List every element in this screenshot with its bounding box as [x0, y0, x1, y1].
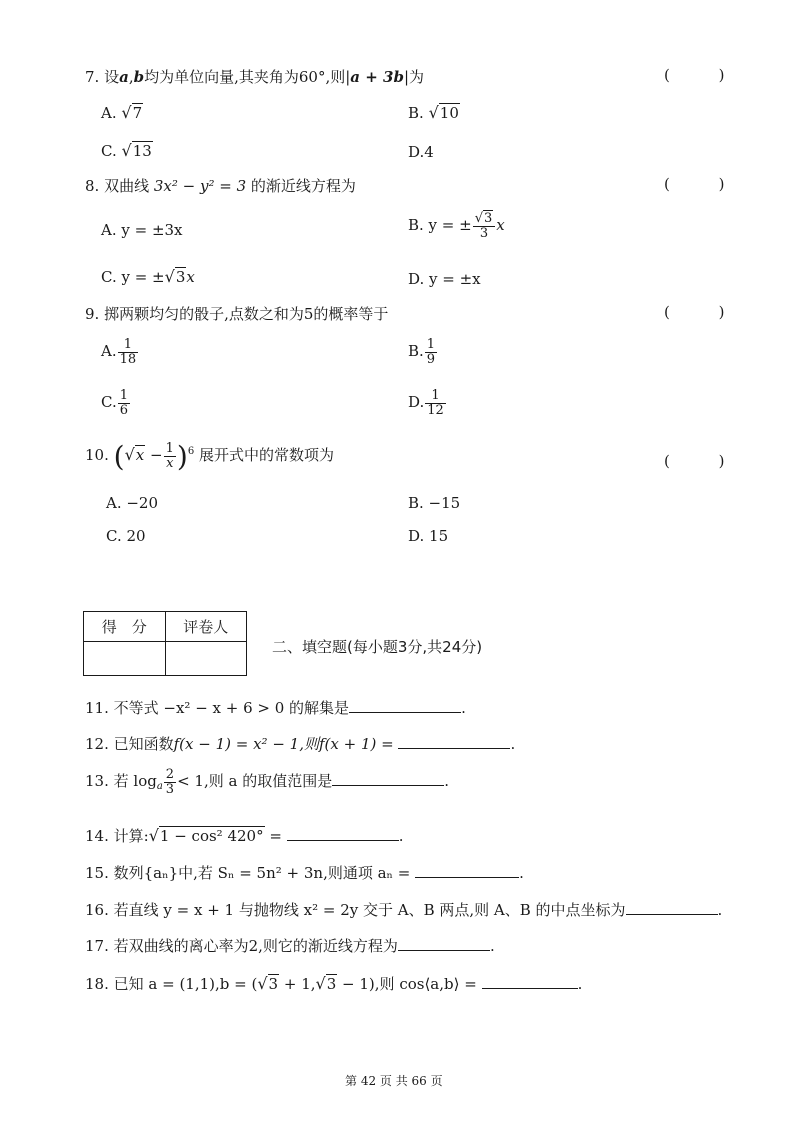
answer-blank-q16[interactable]: [626, 902, 718, 915]
question-12: [85, 733, 515, 754]
question-16: [85, 899, 722, 920]
question-10-stem: 10. (√x − $\frac{1}{x}$ )$^6$ 展开式中的常数项为: [85, 440, 334, 474]
q7-option-c[interactable]: [101, 141, 153, 160]
q13-suffix: < 1,则 a 的取值范围是: [177, 772, 333, 791]
q8-option-c-x: x: [186, 268, 195, 286]
q8-suffix: 的渐近线方程为: [250, 177, 356, 195]
q8-option-c-label: C. y = ±: [101, 268, 165, 286]
q7-option-d-label: D.: [408, 143, 425, 161]
q9-option-b[interactable]: [408, 338, 438, 366]
q10-option-b[interactable]: B. −15: [408, 494, 461, 512]
q9-option-c-numerator: 1: [119, 388, 128, 403]
answer-blank-q14[interactable]: [287, 828, 399, 841]
q10-label: 10.: [85, 446, 109, 465]
score-table: [83, 611, 247, 676]
q9-option-a-label: A.: [101, 342, 117, 361]
score-header: 得 分: [84, 612, 166, 642]
question-9-stem: 9. 掷两颗均匀的骰子,点数之和为5的概率等于: [85, 305, 389, 323]
vector-a: a: [119, 68, 129, 86]
fraction: [118, 389, 130, 417]
q8-equation: 3x² − y² = 3: [153, 177, 247, 195]
answer-paren-q7[interactable]: ( ): [664, 66, 747, 84]
q10-denominator: x: [166, 455, 174, 471]
q7-option-a[interactable]: [101, 103, 143, 122]
fraction: $\frac{√3}{3}$: [473, 212, 496, 240]
vector-b: b: [133, 68, 145, 86]
q7-expr: a + 3b: [350, 68, 404, 86]
q11-text: 11. 不等式 −x² − x + 6 > 0 的解集是: [85, 699, 350, 717]
q18-prefix: 18. 已知 a = (1,1),b = (: [85, 975, 258, 993]
sqrt-symbol: √3: [164, 267, 186, 286]
q13-end: .: [444, 772, 449, 791]
answer-paren-q8[interactable]: ( ): [664, 175, 747, 193]
q8-option-c-radicand: 3: [175, 268, 186, 286]
q13-numerator: 2: [165, 767, 175, 782]
fraction: [425, 389, 446, 417]
q9-option-c-label: C.: [101, 393, 117, 412]
answer-blank-q12[interactable]: [398, 736, 510, 749]
q13-log-base: a: [156, 781, 163, 793]
q8-option-c[interactable]: [101, 267, 195, 286]
sqrt-symbol: √1 − cos² 420°: [148, 826, 264, 845]
q8-option-b-denominator: 3: [479, 225, 489, 241]
question-8-stem: [85, 175, 356, 196]
q9-option-c[interactable]: [101, 389, 131, 417]
question-18: [85, 973, 582, 994]
q18-end: .: [577, 975, 583, 993]
q17-end: .: [489, 937, 495, 955]
q7-option-a-value: 7: [132, 104, 143, 122]
q9-option-d-denominator: 12: [427, 402, 444, 418]
q7-prefix: 7. 设: [85, 68, 120, 86]
answer-paren-q10[interactable]: ( ): [664, 452, 747, 470]
q12-f2: f(x + 1) =: [318, 735, 394, 753]
q13-prefix: 13. 若 log: [85, 772, 157, 791]
q18-suffix: − 1),则 cos⟨a,b⟩ =: [342, 975, 477, 993]
q8-option-b-x: x: [496, 216, 505, 235]
q10-suffix: 展开式中的常数项为: [198, 446, 334, 465]
q12-end: .: [510, 735, 516, 753]
q10-option-a[interactable]: A. −20: [106, 494, 159, 512]
q10-option-c[interactable]: C. 20: [106, 527, 146, 545]
q18-radicand-1: 3: [268, 975, 279, 993]
q14-radicand: 1 − cos² 420°: [159, 827, 264, 845]
q9-option-a-numerator: 1: [118, 338, 139, 353]
q9-option-c-denominator: 6: [119, 402, 128, 418]
q9-option-b-denominator: 9: [426, 351, 436, 367]
q12-prefix: 12. 已知函数: [85, 735, 174, 753]
q13-denominator: 3: [165, 781, 175, 797]
section-2-title: 二、填空题(每小题3分,共24分): [272, 638, 483, 656]
q15-end: .: [519, 864, 524, 882]
q8-prefix: 8. 双曲线: [85, 177, 150, 195]
q7-option-d-value: 4: [424, 143, 434, 161]
q8-option-b-numerator: 3: [484, 211, 493, 226]
right-paren: ): [176, 440, 188, 474]
left-paren: (: [113, 440, 125, 474]
score-cell[interactable]: [84, 642, 166, 676]
question-17: [85, 935, 495, 956]
sqrt-symbol: √3: [257, 974, 279, 993]
q7-comma: ,: [128, 68, 134, 86]
q10-numerator: 1: [165, 441, 174, 456]
question-13: [85, 768, 449, 796]
q9-option-a-denominator: 18: [119, 351, 137, 367]
answer-blank-q13[interactable]: [332, 773, 444, 786]
page-number: 第 42 页 共 66 页: [345, 1074, 443, 1088]
sqrt-symbol: √10: [428, 103, 459, 122]
sqrt-symbol: √3: [315, 974, 337, 993]
q8-option-d[interactable]: D. y = ±x: [408, 270, 481, 288]
q15-text: 15. 数列{aₙ}中,若 Sₙ = 5n² + 3n,则通项 aₙ =: [85, 864, 411, 882]
sqrt-symbol: √7: [121, 103, 143, 122]
fraction: [164, 442, 176, 470]
question-11: [85, 697, 466, 718]
question-7-stem: [85, 66, 424, 87]
q7-option-a-label: A.: [101, 104, 117, 122]
answer-blank-q18[interactable]: [482, 976, 578, 989]
q9-option-b-numerator: 1: [426, 337, 436, 352]
fraction: [164, 768, 176, 796]
answer-blank-q17[interactable]: [398, 938, 490, 951]
q12-mid: f(x − 1) = x² − 1,则: [173, 735, 319, 753]
question-14: [85, 825, 404, 846]
q18-mid: + 1,: [283, 975, 316, 993]
q7-suffix: |为: [403, 68, 425, 86]
q8-option-a[interactable]: A. y = ±3x: [101, 221, 183, 239]
q14-suffix: =: [269, 827, 282, 845]
q14-end: .: [398, 827, 404, 845]
q7-option-d[interactable]: [408, 143, 434, 161]
question-15: [85, 862, 524, 883]
q9-option-a[interactable]: [101, 338, 139, 366]
sqrt-symbol: √13: [121, 141, 152, 160]
q14-prefix: 14. 计算:: [85, 827, 149, 845]
grader-header: 评卷人: [165, 612, 247, 642]
q10-option-d[interactable]: D. 15: [408, 527, 449, 545]
fraction: [425, 338, 437, 366]
q16-end: .: [717, 901, 723, 919]
answer-paren-q9[interactable]: ( ): [664, 303, 747, 321]
q8-option-b-label: B. y = ±: [408, 216, 472, 235]
q7-option-c-label: C.: [101, 142, 117, 160]
q17-text: 17. 若双曲线的离心率为2,则它的渐近线方程为: [85, 937, 398, 955]
q10-exponent: 6: [187, 446, 195, 458]
answer-blank-q15[interactable]: [415, 865, 519, 878]
q18-radicand-2: 3: [326, 975, 337, 993]
q8-option-b[interactable]: [408, 212, 505, 240]
q9-option-d-numerator: 1: [425, 389, 446, 404]
sqrt-symbol: √x: [124, 445, 145, 465]
q7-option-b[interactable]: [408, 103, 460, 122]
q9-option-d[interactable]: [408, 389, 447, 417]
q7-option-b-label: B.: [408, 104, 424, 122]
fraction: [118, 338, 139, 366]
answer-blank-q11[interactable]: [349, 700, 461, 713]
q7-option-c-value: 13: [132, 142, 152, 160]
q7-mid: 均为单位向量,其夹角为60°,则|: [144, 68, 351, 86]
q9-option-b-label: B.: [408, 342, 424, 361]
grader-cell[interactable]: [165, 642, 247, 676]
q11-end: .: [461, 699, 466, 717]
q7-option-b-value: 10: [439, 104, 459, 122]
q9-option-d-label: D.: [408, 393, 425, 412]
q16-text: 16. 若直线 y = x + 1 与抛物线 x² = 2y 交于 A、B 两点,则 A、B 的中点坐标为: [85, 901, 626, 919]
